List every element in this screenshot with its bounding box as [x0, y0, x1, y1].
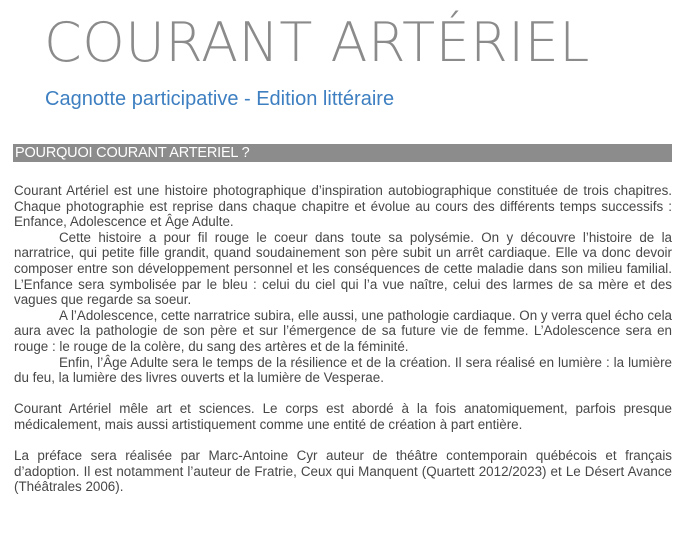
- page-subtitle: Cagnotte participative - Edition littéraire: [45, 88, 395, 110]
- section-heading: POURQUOI COURANT ARTERIEL ?: [15, 145, 250, 161]
- paragraph: Cette histoire a pour fil rouge le coeur dans toute sa polysémie. On y découvre l’histoire de la narratrice, qui petite fille grandit, quand soudainement son père subit un arrêt cardiaque. Elle va donc devoir composer entre son développement personnel et les conséquences de cette maladie dans son milieu familial. L’Enfance sera symbolisée par le bleu : celui du ciel qui l’a vue naître, celui des larmes de sa mère et des vagues que regarde sa soeur.: [14, 229, 672, 308]
- paragraph: Courant Artériel mêle art et sciences. Le corps est abordé à la fois anatomiquement, parfois presque médicalement, mais aussi artistiquement comme une entité de création à part entière.: [14, 401, 672, 432]
- article-body: [14, 183, 672, 495]
- paragraph: La préface sera réalisée par Marc-Antoine Cyr auteur de théâtre contemporain québécois et français d’adoption. Il est notamment l’auteur de Fratrie, Ceux qui Manquent (Quartett 2012/2023) et Le Désert Avance (Théâtrales 2006).: [14, 448, 672, 495]
- section-heading-bar: [13, 144, 672, 162]
- paragraph: Courant Artériel est une histoire photographique d’inspiration autobiographique constituée de trois chapitres. Chaque photographie est reprise dans chaque chapitre et évolue au cours des différents temps successifs : Enfance, Adolescence et Âge Adulte.: [14, 183, 672, 230]
- paragraph: A l’Adolescence, cette narratrice subira, elle aussi, une pathologie cardiaque. On y verra quel écho cela aura avec la pathologie de son père et sur l’émergence de sa future vie de femme. L’Adolescence sera en rouge : le rouge de la colère, du sang des artères et de la féminité.: [14, 307, 672, 354]
- page-title: COURANT ARTÉRIEL: [44, 11, 590, 74]
- paragraph: Enfin, l’Âge Adulte sera le temps de la résilience et de la création. Il sera réalisé en lumière : la lumière du feu, la lumière des livres ouverts et la lumière de Vesperae.: [14, 354, 672, 386]
